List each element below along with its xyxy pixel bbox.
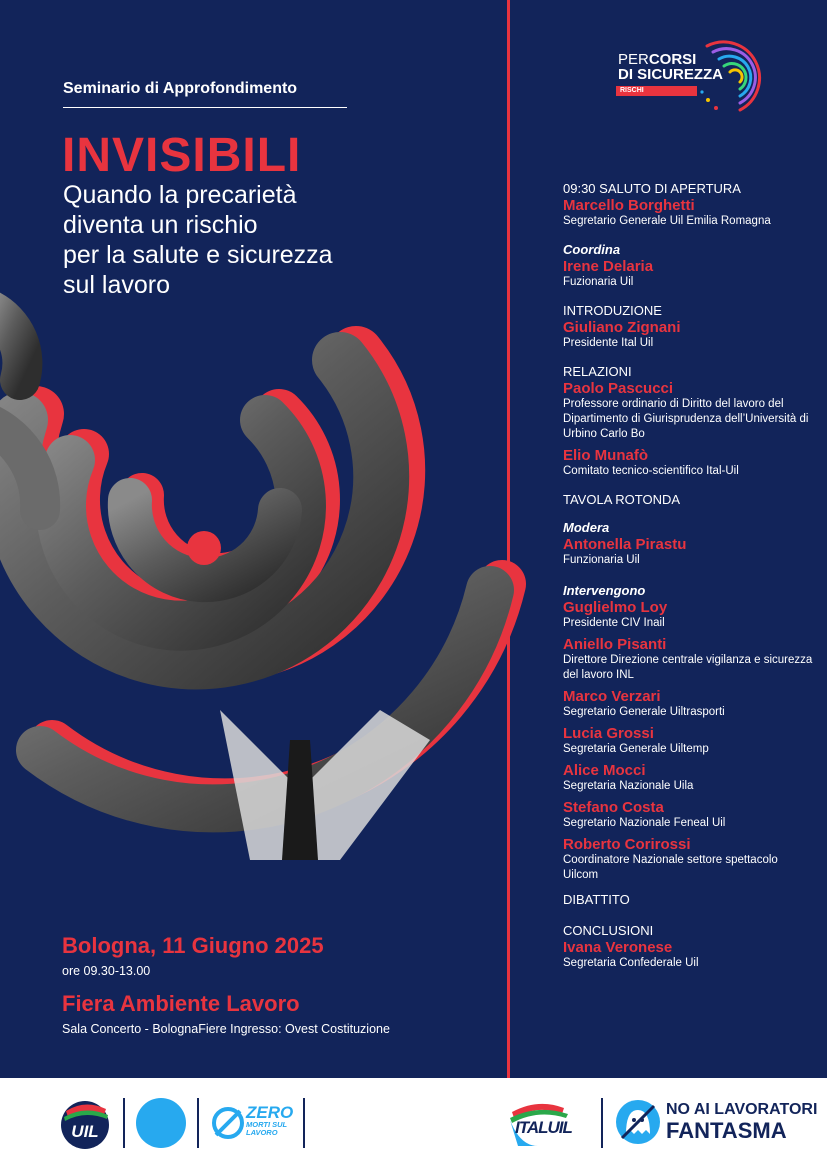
event-time: ore 09.30-13.00: [62, 964, 151, 978]
nolav-wordmark: [666, 1101, 817, 1143]
speaker: [563, 319, 813, 351]
speaker-name: Roberto Corirossi: [563, 836, 691, 853]
speaker-role: Segretaria Confederale Uil: [563, 957, 699, 969]
speaker-role: Segretario Nazionale Feneal Uil: [563, 817, 726, 829]
subtitle-line: per la salute e sicurezza: [63, 241, 333, 269]
program: [563, 180, 813, 983]
section-heading: DIBATTITO: [563, 892, 630, 907]
subtitle-line: diventa un rischio: [63, 211, 258, 239]
ghost-worker-icon: [614, 1098, 662, 1146]
speaker-name: Lucia Grossi: [563, 725, 654, 742]
speaker-role: Funzionaria Uil: [563, 554, 640, 566]
speaker-name: Elio Munafò: [563, 447, 648, 464]
speaker-name: Aniello Pisanti: [563, 636, 667, 653]
percorsi-logo: [612, 38, 777, 110]
speaker-role: Segretario Generale Uiltrasporti: [563, 706, 725, 718]
nolav-line1: NO AI LAVORATORI: [666, 1101, 818, 1118]
program-coordina: [563, 241, 813, 290]
speaker-name: Ivana Veronese: [563, 939, 673, 956]
speaker-name: Paolo Pascucci: [563, 380, 674, 397]
speaker: [563, 762, 813, 794]
uil-logo-icon: [58, 1097, 112, 1151]
kicker-underline: [63, 107, 347, 108]
subtitle-line: sul lavoro: [63, 271, 170, 299]
speaker: [563, 836, 813, 883]
speaker-name: Marco Verzari: [563, 688, 661, 705]
speaker-name: Antonella Pirastu: [563, 536, 687, 553]
speaker: [563, 599, 813, 631]
footer-logos: [0, 1078, 827, 1169]
speaker: [563, 197, 813, 229]
event-venue: Fiera Ambiente Lavoro: [62, 991, 300, 1016]
speaker: [563, 536, 813, 568]
speaker-role: Direttore Direzione centrale vigilanza e sicurezza del lavoro INL: [563, 654, 813, 681]
event-date: Bologna, 11 Giugno 2025: [62, 933, 324, 958]
speaker-role: Segretaria Generale Uiltemp: [563, 743, 709, 755]
section-heading: CONCLUSIONI: [563, 923, 654, 938]
speaker-name: Stefano Costa: [563, 799, 664, 816]
speaker: [563, 939, 813, 971]
section-heading: RELAZIONI: [563, 364, 632, 379]
percorsi-wordmark: [618, 52, 723, 82]
speaker-role: Presidente Ital Uil: [563, 337, 654, 349]
program-introduzione: [563, 302, 813, 351]
speaker: [563, 688, 813, 720]
blue-circle-logo: [136, 1098, 186, 1148]
speaker: [563, 258, 813, 290]
brand-line1-thin: PER: [618, 51, 649, 68]
concentric-arcs-artwork: [0, 270, 540, 880]
coordina-label: Coordina: [563, 242, 621, 257]
program-tavola-rotonda: [563, 491, 813, 883]
zero-sub-1: MORTI SUL: [246, 1120, 288, 1129]
program-relazioni: [563, 363, 813, 479]
speaker-role: Segretario Generale Uil Emilia Romagna: [563, 215, 771, 227]
speaker-name: Irene Delaria: [563, 258, 654, 275]
venue-detail: Sala Concerto - BolognaFiere Ingresso: Ovest Costituzione: [62, 1022, 390, 1036]
page-title: INVISIBILI: [62, 129, 302, 182]
kicker-label: Seminario di Approfondimento: [63, 80, 298, 97]
nolav-line2: FANTASMA: [666, 1118, 787, 1143]
footer-separator: [123, 1098, 125, 1148]
brand-tag: RISCHI: [616, 86, 697, 96]
speaker-name: Marcello Borghetti: [563, 197, 695, 214]
program-opening: [563, 180, 813, 229]
speaker-role: Coordinatore Nazionale settore spettacolo Uilcom: [563, 854, 778, 881]
speaker-name: Guglielmo Loy: [563, 599, 668, 616]
footer-separator: [197, 1098, 199, 1148]
program-dibattito: [563, 891, 813, 908]
brand-line1-bold: CORSI: [648, 51, 697, 68]
center-dot: [187, 531, 221, 565]
speaker: [563, 799, 813, 831]
modera-label: Modera: [563, 520, 610, 535]
zero-sub-2: LAVORO: [246, 1128, 278, 1137]
speaker-role: Fuzionaria Uil: [563, 276, 634, 288]
brand-line2: DI SICUREZZA: [618, 66, 723, 83]
section-heading: INTRODUZIONE: [563, 303, 662, 318]
speaker: [563, 380, 813, 442]
svg-text:UIL: UIL: [71, 1122, 99, 1141]
section-heading: 09:30 SALUTO DI APERTURA: [563, 181, 741, 196]
speaker: [563, 725, 813, 757]
section-heading: TAVOLA ROTONDA: [563, 492, 681, 507]
italuil-wordmark: ITALUIL: [515, 1118, 572, 1137]
subtitle-line: Quando la precarietà: [63, 181, 297, 209]
speaker-name: Alice Mocci: [563, 762, 646, 779]
program-conclusioni: [563, 922, 813, 971]
speaker-role: Segretaria Nazionale Uila: [563, 780, 694, 792]
speaker-role: Presidente CIV Inail: [563, 617, 665, 629]
zero-label: ZERO: [246, 1103, 294, 1122]
speaker-role: Comitato tecnico-scientifico Ital-Uil: [563, 465, 739, 477]
zero-morti-wordmark: [246, 1104, 293, 1137]
footer-separator: [601, 1098, 603, 1148]
footer-separator: [303, 1098, 305, 1148]
speaker: [563, 636, 813, 683]
speaker-role: Professore ordinario di Diritto del lavoro del Dipartimento di Giurisprudenza dell’Università di Urbino Carlo Bo: [563, 398, 809, 440]
speaker-name: Giuliano Zignani: [563, 319, 681, 336]
zero-morti-icon: [210, 1105, 246, 1141]
speaker: [563, 447, 813, 479]
intervengono-label: Intervengono: [563, 583, 646, 598]
